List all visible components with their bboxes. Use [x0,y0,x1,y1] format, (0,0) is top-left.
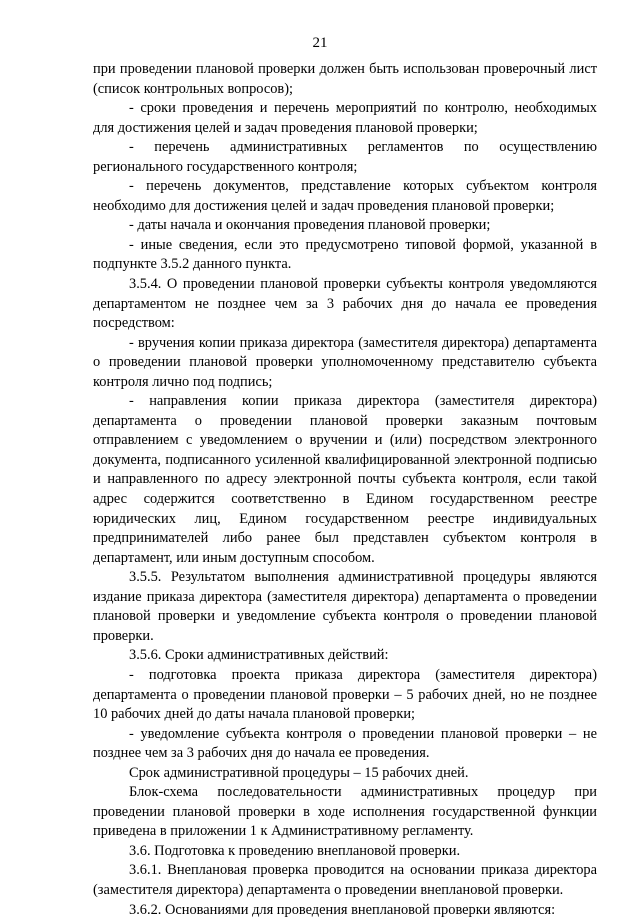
document-body [93,60,597,920]
clause-3-5-5: 3.5.5. Результатом выполнения административной процедуры являются издание приказа директора (заместителя директора) департамента о проведении плановой проверки и уведомление субъекта контроля о проведении плановой проверки. [93,569,597,644]
flowchart-reference: Блок-схема последовательности административных процедур при проведении плановой проверки в ходе исполнения государственной функции приведена в приложении 1 к Административному регламенту. [93,784,597,840]
procedure-term: Срок административной процедуры – 15 рабочих дней. [129,764,469,781]
clause-3-6: 3.6. Подготовка к проведению внеплановой проверки. [129,842,461,859]
list-item-notification: - уведомление субъекта контроля о проведении плановой проверки – не позднее чем за 3 рабочих дня до начала ее проведения. [93,725,597,762]
list-item-dates: - даты начала и окончания проведения плановой проверки; [129,217,491,234]
list-item-handing-copy: - вручения копии приказа директора (заместителя директора) департамента о проведении плановой проверки уполномоченному представителю субъекта контроля лично под подпись; [93,334,597,390]
list-item-sending-copy: - направления копии приказа директора (заместителя директора) департамента о проведении плановой проверки заказным почтовым отправлением с уведомлением о вручении и (или) посредством электронного документа, подписанного усиленной квалифицированной электронной подписью и направленного по адресу электронной почты субъекта контроля, если такой адрес содержится соответственно в Едином государственном реестре юридических лиц, Едином государственном реестре индивидуальных предпринимателей либо ранее был представлен субъектом контроля в департамент, или иным доступным способом. [93,393,597,566]
paragraph-continuation: при проведении плановой проверки должен быть использован проверочный лист (список контрольных вопросов); [93,61,597,97]
list-item-draft-order: - подготовка проекта приказа директора (заместителя директора) департамента о проведении плановой проверки – 5 рабочих дней, но не позднее 10 рабочих дней до даты начала плановой проверки; [93,666,597,723]
clause-3-5-4: 3.5.4. О проведении плановой проверки субъекты контроля уведомляются департаментом не позднее чем за 3 рабочих дня до начала ее проведения посредством: [93,276,597,332]
clause-3-6-2: 3.6.2. Основаниями для проведения внеплановой проверки являются: [129,901,556,918]
page-number: 21 [312,35,328,51]
clause-3-5-6: 3.5.6. Сроки административных действий: [129,647,389,664]
clause-3-6-1: 3.6.1. Внеплановая проверка проводится на основании приказа директора (заместителя директора) департамента о проведении внеплановой проверки. [93,862,597,898]
list-item-regulations: - перечень административных регламентов по осуществлению регионального государственного контроля; [93,139,597,175]
list-item-other-info: - иные сведения, если это предусмотрено типовой формой, указанной в подпункте 3.5.2 данного пункта. [93,236,597,273]
list-item-documents: - перечень документов, представление которых субъектом контроля необходимо для достижения целей и задач проведения плановой проверки; [93,178,597,214]
list-item-deadlines: - сроки проведения и перечень мероприятий по контролю, необходимых для достижения целей и задач проведения плановой проверки; [93,100,597,136]
